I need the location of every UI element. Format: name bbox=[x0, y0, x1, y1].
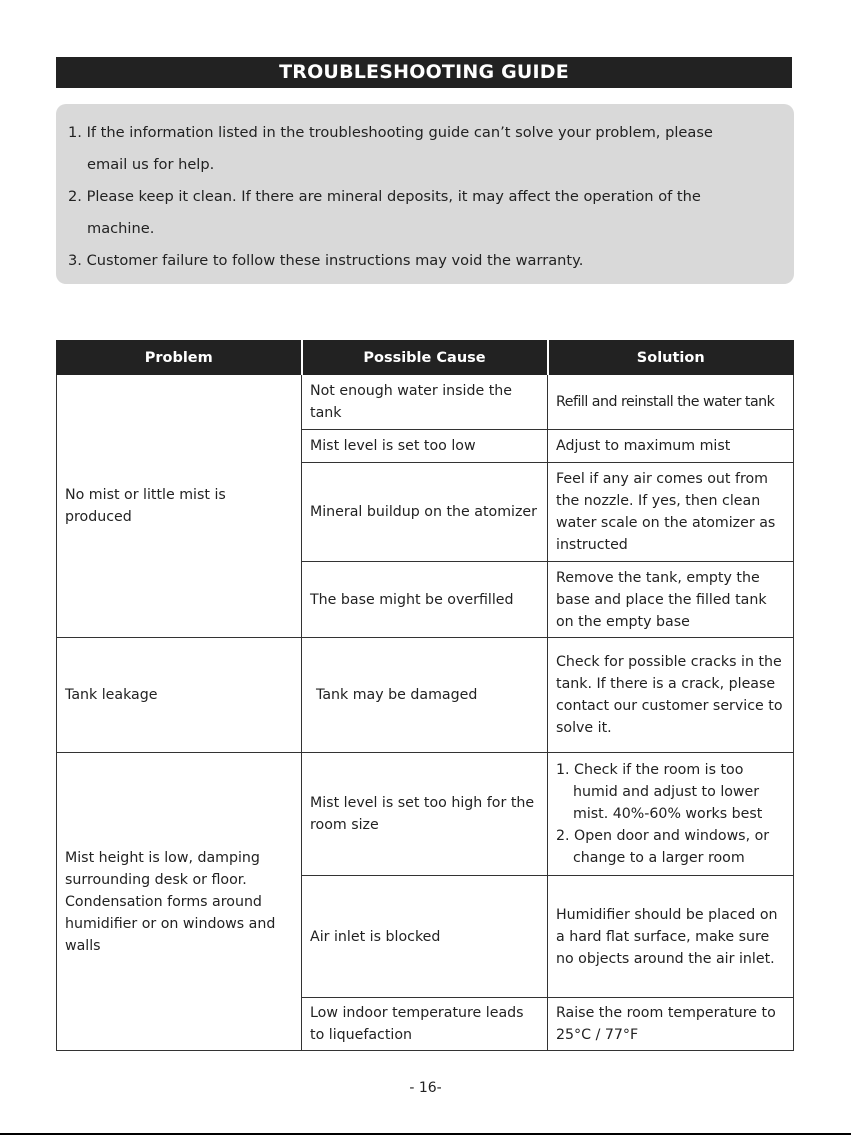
solution-cell: Humidifier should be placed on a hard flat surface, make sure no objects around the air inlet. bbox=[548, 876, 794, 998]
note-1-line-2: email us for help. bbox=[87, 156, 215, 173]
problem-cell: No mist or little mist is produced bbox=[57, 375, 302, 638]
cause-cell: Mist level is set too high for the room size bbox=[302, 753, 548, 876]
table-header-row bbox=[57, 341, 794, 375]
cause-cell: Mineral buildup on the atomizer bbox=[302, 463, 548, 562]
page-number: - 16- bbox=[409, 1080, 442, 1096]
cause-cell: Not enough water inside the tank bbox=[302, 375, 548, 430]
note-2-line-1: 2. Please keep it clean. If there are mineral deposits, it may affect the operation of the bbox=[68, 188, 701, 205]
table-row bbox=[57, 638, 794, 753]
problem-cell: Mist height is low, damping surrounding desk or floor. Condensation forms around humidifier or on windows and walls bbox=[57, 753, 302, 1051]
solution-cell: Check for possible cracks in the tank. If there is a crack, please contact our customer service to solve it. bbox=[548, 638, 794, 753]
solution-cell: Feel if any air comes out from the nozzle. If yes, then clean water scale on the atomizer as instructed bbox=[548, 463, 794, 562]
note-3-line-1: 3. Customer failure to follow these instructions may void the warranty. bbox=[68, 252, 584, 269]
solution-cell: Remove the tank, empty the base and place the filled tank on the empty base bbox=[548, 562, 794, 638]
page-title: TROUBLESHOOTING GUIDE bbox=[56, 57, 792, 88]
table-row bbox=[57, 375, 794, 430]
header-possible-cause: Possible Cause bbox=[302, 341, 548, 375]
solution-cell bbox=[548, 753, 794, 876]
troubleshooting-table bbox=[56, 340, 794, 1051]
header-problem: Problem bbox=[57, 341, 302, 375]
solution-list-item: 2. Open door and windows, or change to a larger room bbox=[556, 828, 770, 866]
solution-list bbox=[556, 759, 787, 869]
table-row bbox=[57, 753, 794, 876]
cause-cell: Low indoor temperature leads to liquefaction bbox=[302, 998, 548, 1051]
solution-cell: Refill and reinstall the water tank bbox=[548, 375, 794, 430]
solution-cell: Adjust to maximum mist bbox=[548, 430, 794, 463]
cause-cell: Mist level is set too low bbox=[302, 430, 548, 463]
solution-cell: Raise the room temperature to 25°C / 77°F bbox=[548, 998, 794, 1051]
note-2-line-2: machine. bbox=[87, 220, 155, 237]
note-1-line-1: 1. If the information listed in the troubleshooting guide can’t solve your problem, please bbox=[68, 124, 713, 141]
header-solution: Solution bbox=[548, 341, 794, 375]
cause-cell: The base might be overfilled bbox=[302, 562, 548, 638]
notes-box bbox=[56, 104, 794, 284]
solution-list-item: 1. Check if the room is too humid and adjust to lower mist. 40%-60% works best bbox=[556, 762, 763, 822]
cause-cell: Air inlet is blocked bbox=[302, 876, 548, 998]
cause-cell: Tank may be damaged bbox=[302, 638, 548, 753]
problem-cell: Tank leakage bbox=[57, 638, 302, 753]
